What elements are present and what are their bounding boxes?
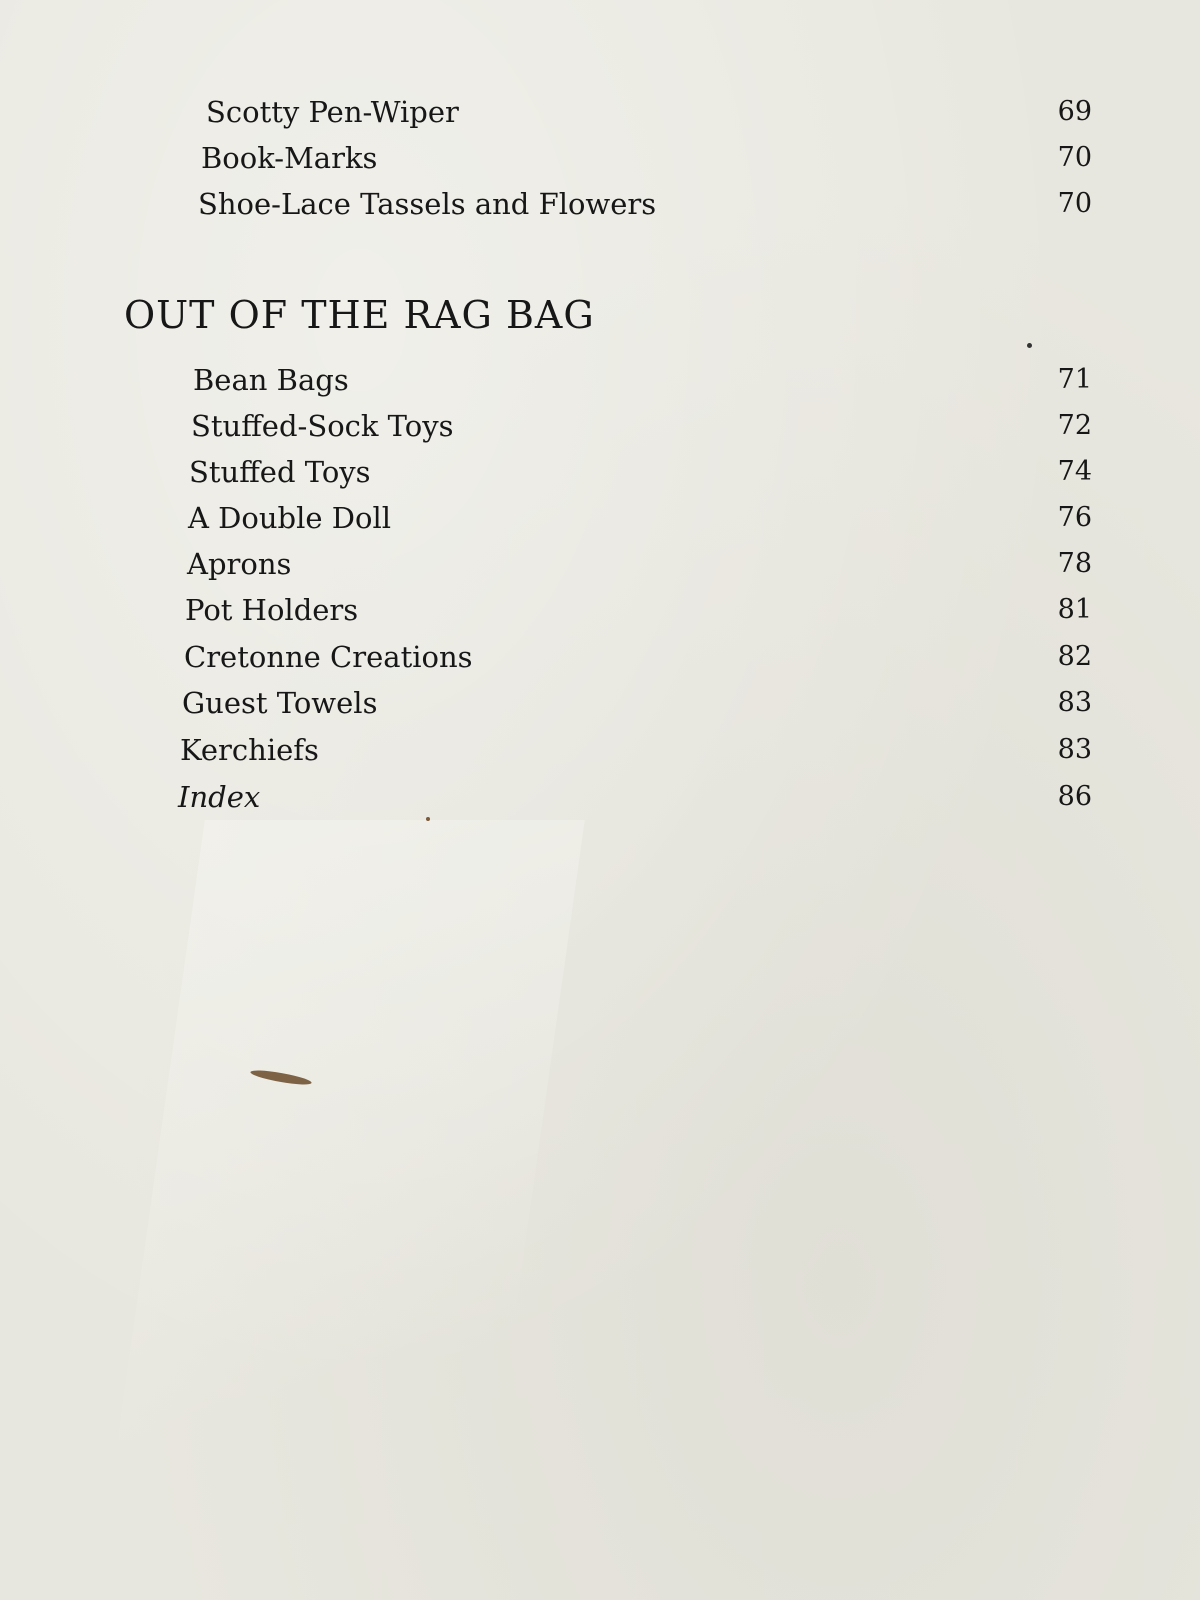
paper-speck xyxy=(1027,343,1032,348)
toc-entry-page: 70 xyxy=(1057,188,1092,219)
toc-entry-title: Aprons xyxy=(187,547,292,581)
toc-entry-title: Guest Towels xyxy=(182,686,378,720)
toc-entry-title: A Double Doll xyxy=(188,501,392,535)
toc-entry-page: 86 xyxy=(1057,781,1092,812)
toc-entry-title: Bean Bags xyxy=(193,363,349,397)
toc-entry-page: 72 xyxy=(1057,410,1092,441)
toc-entry-title: Scotty Pen-Wiper xyxy=(206,95,459,129)
toc-entry-page: 70 xyxy=(1057,142,1092,173)
toc-entry-title: Book-Marks xyxy=(201,141,378,175)
toc-entry-page: 83 xyxy=(1057,687,1092,718)
toc-entry-title: Kerchiefs xyxy=(180,733,319,767)
toc-entry-title: Stuffed Toys xyxy=(189,455,371,489)
section-heading: OUT OF THE RAG BAG xyxy=(124,293,595,337)
toc-entry-page: 83 xyxy=(1057,734,1092,765)
toc-entry-title: Shoe-Lace Tassels and Flowers xyxy=(198,187,657,221)
toc-entry-page: 78 xyxy=(1057,548,1092,579)
toc-entry-title: Stuffed-Sock Toys xyxy=(191,409,454,443)
paper-speck xyxy=(426,817,430,821)
toc-entry-page: 81 xyxy=(1057,594,1092,625)
toc-entry-page: 82 xyxy=(1057,641,1092,672)
toc-entry-title: Pot Holders xyxy=(185,593,359,627)
toc-entry-page: 71 xyxy=(1057,364,1092,395)
toc-entry-page: 76 xyxy=(1057,502,1092,533)
toc-entry-page: 74 xyxy=(1057,456,1092,487)
toc-entry-title: Index xyxy=(178,780,261,814)
toc-entry-page: 69 xyxy=(1057,96,1092,127)
toc-entry-title: Cretonne Creations xyxy=(184,640,473,674)
